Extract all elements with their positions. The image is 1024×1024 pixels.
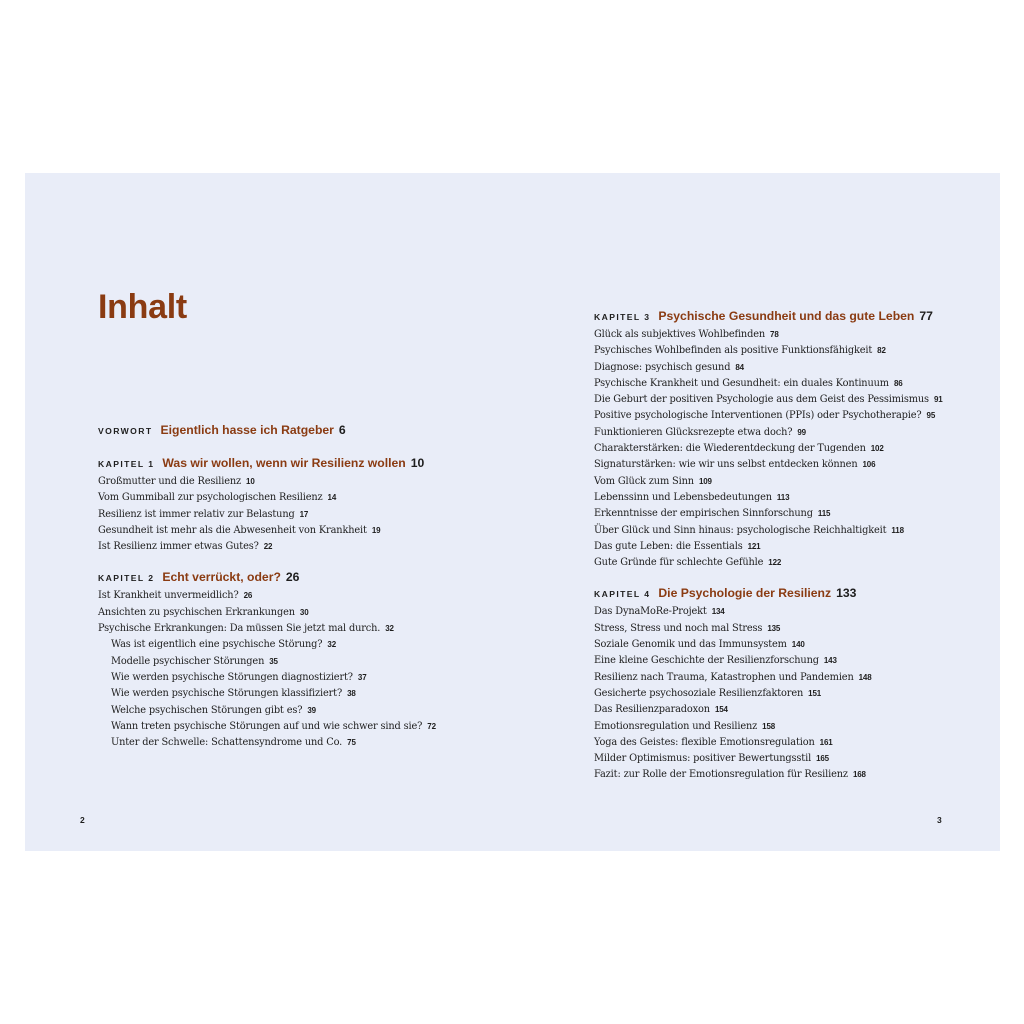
section-spacer — [98, 555, 498, 566]
chapter-title: Eigentlich hasse ich Ratgeber — [160, 423, 334, 437]
chapter-title: Psychische Gesundheit und das gute Leben — [658, 309, 915, 323]
toc-entry[interactable] — [98, 490, 498, 506]
entry-title: Diagnose: psychisch gesund — [594, 361, 731, 373]
entry-title: Soziale Genomik und das Immunsystem — [594, 639, 787, 651]
entry-page-number: 84 — [735, 362, 744, 372]
toc-entry[interactable] — [594, 719, 994, 735]
entry-title: Charakterstärken: die Wiederentdeckung der Tugenden — [594, 443, 866, 455]
entry-page-number: 154 — [714, 705, 728, 715]
toc-entry-list — [98, 588, 498, 751]
toc-entry[interactable] — [594, 735, 994, 751]
chapter-label: KAPITEL 2 — [98, 573, 155, 584]
entry-title: Eine kleine Geschichte der Resilienzforschung — [594, 655, 819, 667]
toc-entry[interactable] — [594, 523, 994, 539]
entry-page-number: 109 — [698, 476, 712, 486]
entry-page-number: 143 — [823, 656, 837, 666]
entry-page-number: 19 — [371, 525, 381, 535]
chapter-page-number: 6 — [338, 423, 346, 437]
toc-chapter — [98, 452, 498, 555]
entry-title: Signaturstärken: wie wir uns selbst entdecken können — [594, 459, 858, 471]
entry-page-number: 35 — [269, 656, 278, 666]
toc-entry[interactable] — [594, 767, 994, 783]
entry-title: Emotionsregulation und Resilienz — [594, 720, 758, 732]
entry-page-number: 14 — [327, 493, 337, 503]
toc-entry[interactable] — [594, 653, 994, 669]
entry-page-number: 86 — [893, 378, 903, 388]
entry-title: Wie werden psychische Störungen diagnostiziert? — [111, 671, 353, 683]
entry-page-number: 102 — [870, 444, 884, 454]
toc-subentry[interactable] — [98, 686, 498, 702]
entry-page-number: 10 — [246, 477, 255, 486]
entry-title: Welche psychischen Störungen gibt es? — [111, 704, 303, 716]
entry-page-number: 151 — [808, 688, 822, 698]
entry-page-number: 95 — [926, 411, 936, 421]
chapter-title: Was wir wollen, wenn wir Resilienz wollen — [162, 456, 406, 470]
toc-entry[interactable] — [98, 588, 498, 604]
toc-entry[interactable] — [594, 441, 994, 457]
page-number-left: 2 — [80, 815, 85, 825]
entry-title: Funktionieren Glücksrezepte etwa doch? — [594, 426, 793, 438]
chapter-heading[interactable] — [594, 305, 994, 327]
entry-title: Erkenntnisse der empirischen Sinnforschung — [594, 508, 813, 520]
toc-entry[interactable] — [594, 327, 994, 343]
toc-entry[interactable] — [594, 474, 994, 490]
entry-page-number: 17 — [299, 509, 309, 519]
entry-title: Wie werden psychische Störungen klassifiziert? — [111, 688, 343, 700]
toc-entry[interactable] — [594, 425, 994, 441]
entry-title: Ist Krankheit unvermeidlich? — [98, 590, 239, 602]
chapter-page-number: 133 — [836, 586, 857, 601]
entry-page-number: 113 — [776, 492, 790, 502]
entry-title: Modelle psychischer Störungen — [111, 655, 265, 667]
entry-page-number: 37 — [357, 672, 367, 682]
toc-entry-list — [98, 474, 498, 555]
entry-page-number: 30 — [299, 607, 309, 617]
entry-page-number: 134 — [711, 607, 725, 617]
toc-chapter — [594, 305, 994, 571]
entry-page-number: 135 — [767, 623, 781, 633]
section-spacer — [594, 571, 994, 582]
entry-title: Über Glück und Sinn hinaus: psychologische Reichhaltigkeit — [594, 524, 887, 536]
page-title: Inhalt — [98, 288, 187, 326]
chapter-title: Die Psychologie der Resilienz — [658, 586, 832, 601]
toc-entry[interactable] — [98, 605, 498, 621]
toc-entry[interactable] — [98, 474, 498, 490]
toc-left-column — [98, 419, 498, 751]
entry-title: Vom Glück zum Sinn — [594, 475, 694, 487]
entry-title: Das gute Leben: die Essentials — [594, 540, 743, 552]
toc-subentry[interactable] — [98, 670, 498, 686]
toc-entry[interactable] — [594, 506, 994, 522]
toc-chapter — [594, 582, 994, 783]
chapter-label: KAPITEL 3 — [594, 312, 651, 322]
toc-entry[interactable] — [594, 490, 994, 506]
entry-page-number: 91 — [933, 395, 943, 405]
entry-page-number: 165 — [816, 754, 829, 764]
entry-title: Resilienz ist immer relativ zur Belastung — [98, 508, 295, 520]
entry-page-number: 99 — [797, 427, 806, 437]
entry-title: Glück als subjektives Wohlbefinden — [594, 329, 766, 340]
toc-entry[interactable] — [98, 507, 498, 523]
entry-page-number: 121 — [747, 541, 761, 551]
entry-title: Fazit: zur Rolle der Emotionsregulation für Resilienz — [594, 769, 848, 781]
entry-title: Lebenssinn und Lebensbedeutungen — [594, 491, 772, 503]
entry-title: Großmutter und die Resilienz — [98, 476, 242, 487]
toc-entry[interactable] — [594, 360, 994, 376]
toc-entry[interactable] — [98, 539, 498, 555]
entry-page-number: 82 — [877, 346, 886, 356]
entry-title: Psychische Erkrankungen: Da müssen Sie jetzt mal durch. — [98, 623, 381, 635]
entry-page-number: 168 — [852, 770, 866, 780]
entry-page-number: 118 — [891, 525, 904, 535]
entry-title: Gute Gründe für schlechte Gefühle — [594, 557, 764, 569]
chapter-heading[interactable] — [594, 582, 994, 604]
chapter-heading[interactable] — [98, 419, 498, 441]
entry-title: Gesundheit ist mehr als die Abwesenheit von Krankheit — [98, 524, 367, 536]
entry-title: Vom Gummiball zur psychologischen Resilienz — [98, 492, 323, 504]
toc-entry[interactable] — [594, 702, 994, 718]
toc-entry[interactable] — [594, 457, 994, 473]
entry-title: Milder Optimismus: positiver Bewertungsstil — [594, 753, 812, 765]
entry-title: Stress, Stress und noch mal Stress — [594, 622, 763, 634]
toc-subentry[interactable] — [98, 719, 498, 735]
entry-title: Unter der Schwelle: Schattensyndrome und Co. — [111, 737, 343, 749]
entry-title: Ansichten zu psychischen Erkrankungen — [98, 606, 295, 618]
toc-chapter — [98, 566, 498, 751]
toc-entry[interactable] — [594, 751, 994, 767]
chapter-label: KAPITEL 4 — [594, 589, 651, 600]
toc-entry[interactable] — [594, 621, 994, 637]
chapter-heading[interactable] — [98, 566, 498, 588]
entry-title: Resilienz nach Trauma, Katastrophen und Pandemien — [594, 671, 854, 683]
chapter-label: KAPITEL 1 — [98, 459, 155, 469]
entry-page-number: 75 — [347, 738, 356, 748]
entry-title: Die Geburt der positiven Psychologie aus dem Geist des Pessimismus — [594, 394, 929, 406]
entry-page-number: 32 — [385, 624, 394, 634]
entry-page-number: 26 — [243, 591, 253, 601]
toc-entry-list — [594, 327, 994, 571]
chapter-label: VORWORT — [98, 426, 153, 436]
entry-title: Gesicherte psychosoziale Resilienzfaktoren — [594, 687, 804, 699]
entry-page-number: 32 — [327, 640, 337, 650]
entry-title: Psychisches Wohlbefinden als positive Funktionsfähigkeit — [594, 345, 873, 357]
toc-subentry[interactable] — [98, 637, 498, 653]
toc-chapter — [98, 419, 498, 441]
entry-page-number: 140 — [791, 640, 805, 650]
toc-entry[interactable] — [594, 376, 994, 392]
toc-entry[interactable] — [98, 523, 498, 539]
chapter-page-number: 10 — [410, 456, 425, 470]
chapter-page-number: 26 — [285, 570, 300, 585]
entry-title: Positive psychologische Interventionen (PPIs) oder Psychotherapie? — [594, 410, 922, 422]
entry-page-number: 106 — [862, 460, 876, 470]
section-spacer — [98, 441, 498, 452]
entry-title: Das Resilienzparadoxon — [594, 704, 710, 716]
toc-entry[interactable] — [594, 555, 994, 571]
toc-right-column — [594, 305, 994, 784]
toc-entry[interactable] — [594, 637, 994, 653]
entry-page-number: 78 — [770, 330, 779, 339]
toc-entry[interactable] — [594, 604, 994, 620]
toc-subentry[interactable] — [98, 703, 498, 719]
entry-page-number: 122 — [768, 558, 782, 568]
entry-page-number: 148 — [858, 672, 872, 682]
chapter-title: Echt verrückt, oder? — [162, 570, 281, 585]
entry-page-number: 38 — [347, 689, 356, 699]
entry-page-number: 161 — [819, 737, 833, 747]
entry-page-number: 158 — [762, 721, 776, 731]
toc-entry[interactable] — [594, 408, 994, 424]
toc-entry[interactable] — [98, 621, 498, 637]
entry-title: Das DynaMoRe-Projekt — [594, 606, 707, 618]
page-number-right: 3 — [937, 815, 942, 825]
entry-title: Yoga des Geistes: flexible Emotionsregulation — [594, 736, 815, 748]
chapter-heading[interactable] — [98, 452, 498, 474]
entry-page-number: 39 — [307, 705, 316, 715]
toc-entry-list — [594, 604, 994, 783]
entry-page-number: 22 — [263, 542, 273, 552]
entry-title: Ist Resilienz immer etwas Gutes? — [98, 541, 259, 553]
entry-page-number: 72 — [427, 721, 436, 731]
toc-entry[interactable] — [594, 392, 994, 408]
chapter-page-number: 77 — [919, 309, 933, 323]
toc-entry[interactable] — [594, 539, 994, 555]
toc-subentry[interactable] — [98, 735, 498, 751]
toc-entry[interactable] — [594, 670, 994, 686]
entry-title: Was ist eigentlich eine psychische Störung? — [111, 639, 323, 651]
toc-entry[interactable] — [594, 343, 994, 359]
toc-entry[interactable] — [594, 686, 994, 702]
toc-subentry[interactable] — [98, 654, 498, 670]
entry-title: Psychische Krankheit und Gesundheit: ein duales Kontinuum — [594, 377, 889, 389]
entry-title: Wann treten psychische Störungen auf und wie schwer sind sie? — [111, 720, 423, 732]
entry-page-number: 115 — [817, 509, 831, 519]
